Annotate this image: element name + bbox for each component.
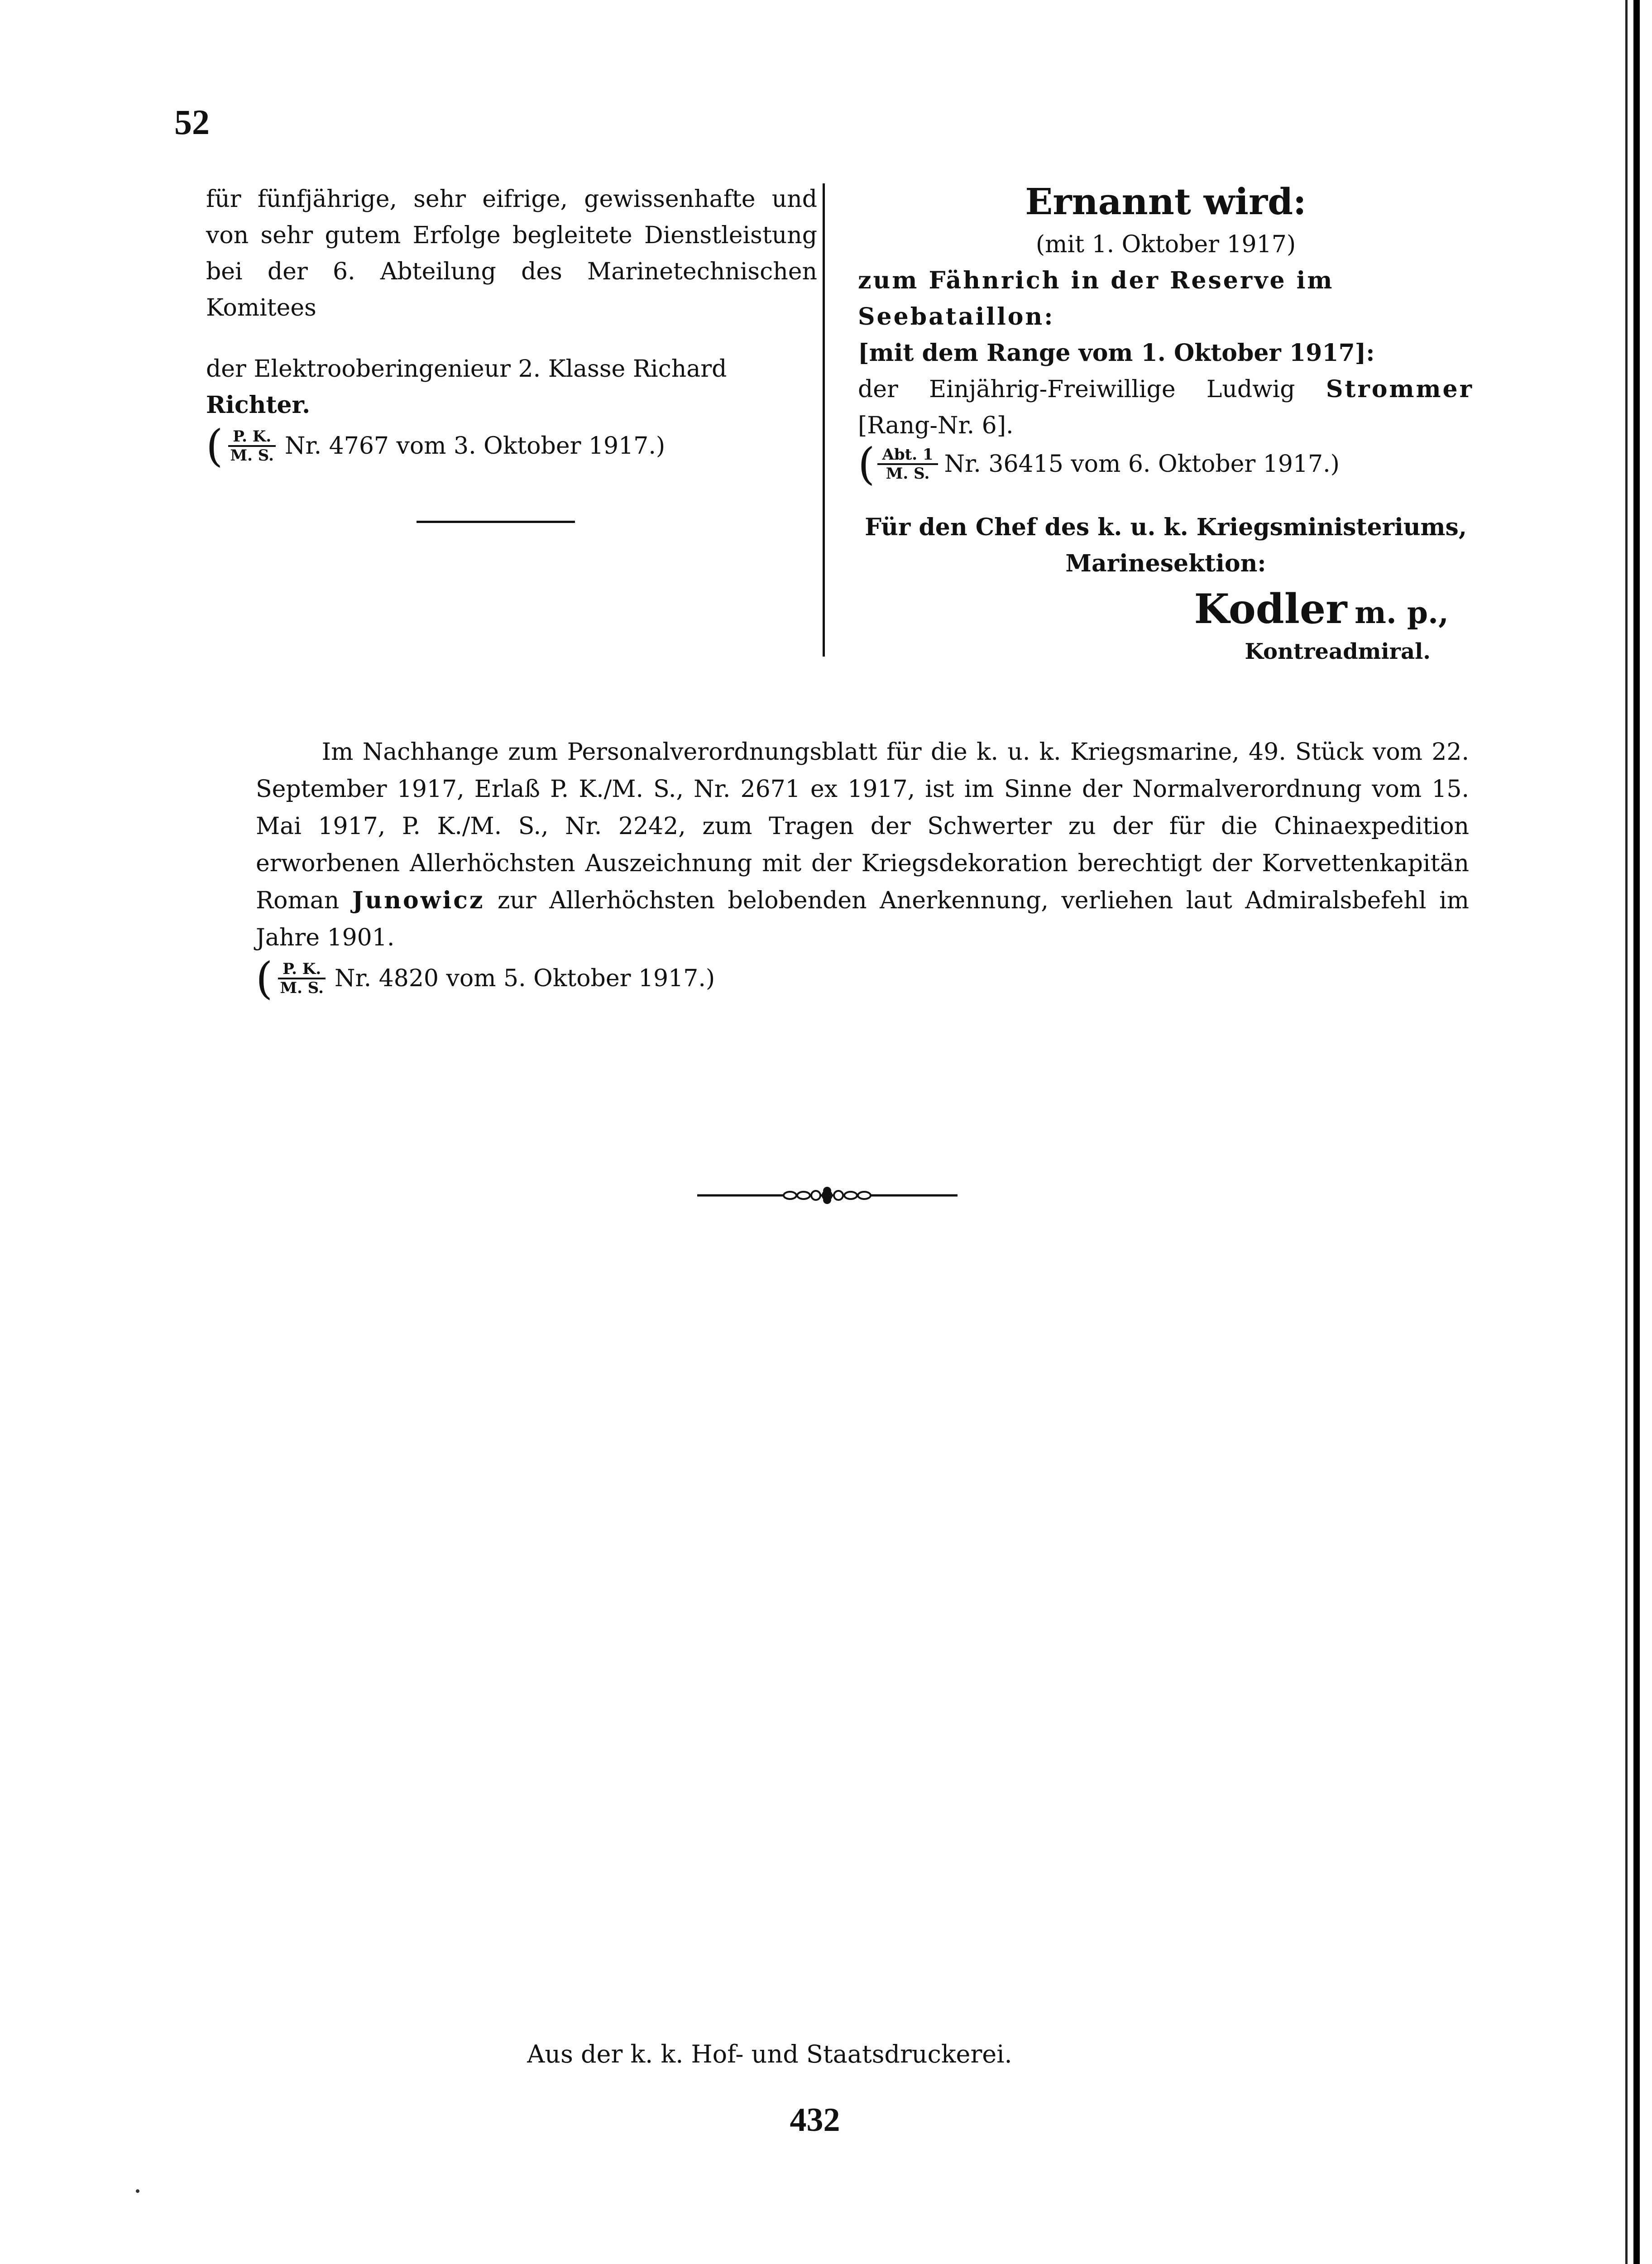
appointment-date: (mit 1. Oktober 1917) <box>1035 231 1296 258</box>
folio-number: 432 <box>790 2101 840 2139</box>
decorated-name: Junowicz <box>352 887 485 914</box>
appointee-name: Strommer <box>1326 375 1474 403</box>
signature-authority: Für den Chef des k. u. k. Kriegsministeriums, <box>865 513 1467 541</box>
open-paren: ( <box>256 953 273 1004</box>
page-edge-inner <box>1625 0 1628 2264</box>
reference-text: Nr. 36415 vom 6. Oktober 1917.) <box>944 451 1340 478</box>
supplement-section <box>256 734 1469 1004</box>
page-number: 52 <box>174 102 210 142</box>
right-column <box>858 177 1474 670</box>
signer-line <box>858 585 1474 633</box>
open-paren: ( <box>858 439 875 489</box>
supplement-paragraph <box>256 734 1469 956</box>
reference-3 <box>256 953 1469 1004</box>
fraction-top: P. K. <box>278 960 326 979</box>
open-paren: ( <box>206 421 223 471</box>
left-column <box>206 181 817 471</box>
signature-section: Marinesektion: <box>1065 550 1266 577</box>
reference-fraction <box>275 960 328 997</box>
reference-fraction <box>877 446 938 482</box>
section-divider-rule <box>417 521 575 523</box>
decorative-ornament <box>697 1182 958 1209</box>
recipient-prefix: der Elektrooberingenieur 2. Klasse Richard <box>206 355 727 383</box>
signer-name: Kodler <box>1194 585 1347 633</box>
fraction-bottom: M. S. <box>886 465 930 483</box>
appointee-suffix: [Rang-Nr. 6]. <box>858 412 1014 439</box>
reference-2 <box>858 439 1474 489</box>
signer-mp: m. p., <box>1355 595 1449 630</box>
appointee-line <box>858 371 1474 444</box>
reference-1 <box>206 421 817 471</box>
appointment-heading: Ernannt wird: <box>1025 180 1307 223</box>
page-edge-border <box>1633 0 1640 2264</box>
fraction-bottom: M. S. <box>230 446 274 465</box>
recipient-line <box>206 351 817 423</box>
print-speck <box>136 2189 139 2193</box>
commendation-text: für fünfjährige, sehr eifrige, gewissenhafte und von sehr gutem Erfolge begleitete Dienstleistung bei der 6. Abteilung des Marinetechnischen Komitees <box>206 186 817 321</box>
signer-rank: Kontreadmiral. <box>1245 639 1431 664</box>
recipient-name: Richter. <box>206 391 311 419</box>
reference-text: Nr. 4820 vom 5. Oktober 1917.) <box>334 965 715 992</box>
appointee-prefix: der Einjährig-Freiwillige Ludwig <box>858 376 1295 403</box>
appointment-position: zum Fähnrich in der Reserve im Seebataillon: <box>858 267 1334 331</box>
fraction-top: Abt. 1 <box>877 446 938 465</box>
rank-line: [mit dem Range vom 1. Oktober 1917]: <box>858 339 1375 367</box>
supplement-text-before: Im Nachhange zum Personalverordnungsblatt für die k. u. k. Kriegsmarine, 49. Stück vom 22. September 1917, Erlaß P. K./M. S., Nr. 2671 ex 1917, ist im Sinne der Normalverordnung vom 15. Mai 1917, P. K./M. S., Nr. 2242, zum Tragen der Schwerter zu der für die Chinaexpedition erworbenen Allerhöchsten Auszeichnung mit der Kriegsdekoration berechtigt der Korvettenkapitän Roman <box>256 739 1469 914</box>
fraction-top: P. K. <box>228 428 276 447</box>
column-divider <box>823 183 825 657</box>
printer-imprint: Aus der k. k. Hof- und Staatsdruckerei. <box>527 2040 1012 2068</box>
reference-text: Nr. 4767 vom 3. Oktober 1917.) <box>284 432 666 460</box>
supplement-text-after: zur Allerhöchsten belobenden Anerkennung, verliehen laut Admiralsbefehl im Jahre 1901. <box>256 887 1469 951</box>
reference-fraction <box>225 428 278 464</box>
fraction-bottom: M. S. <box>280 979 324 997</box>
